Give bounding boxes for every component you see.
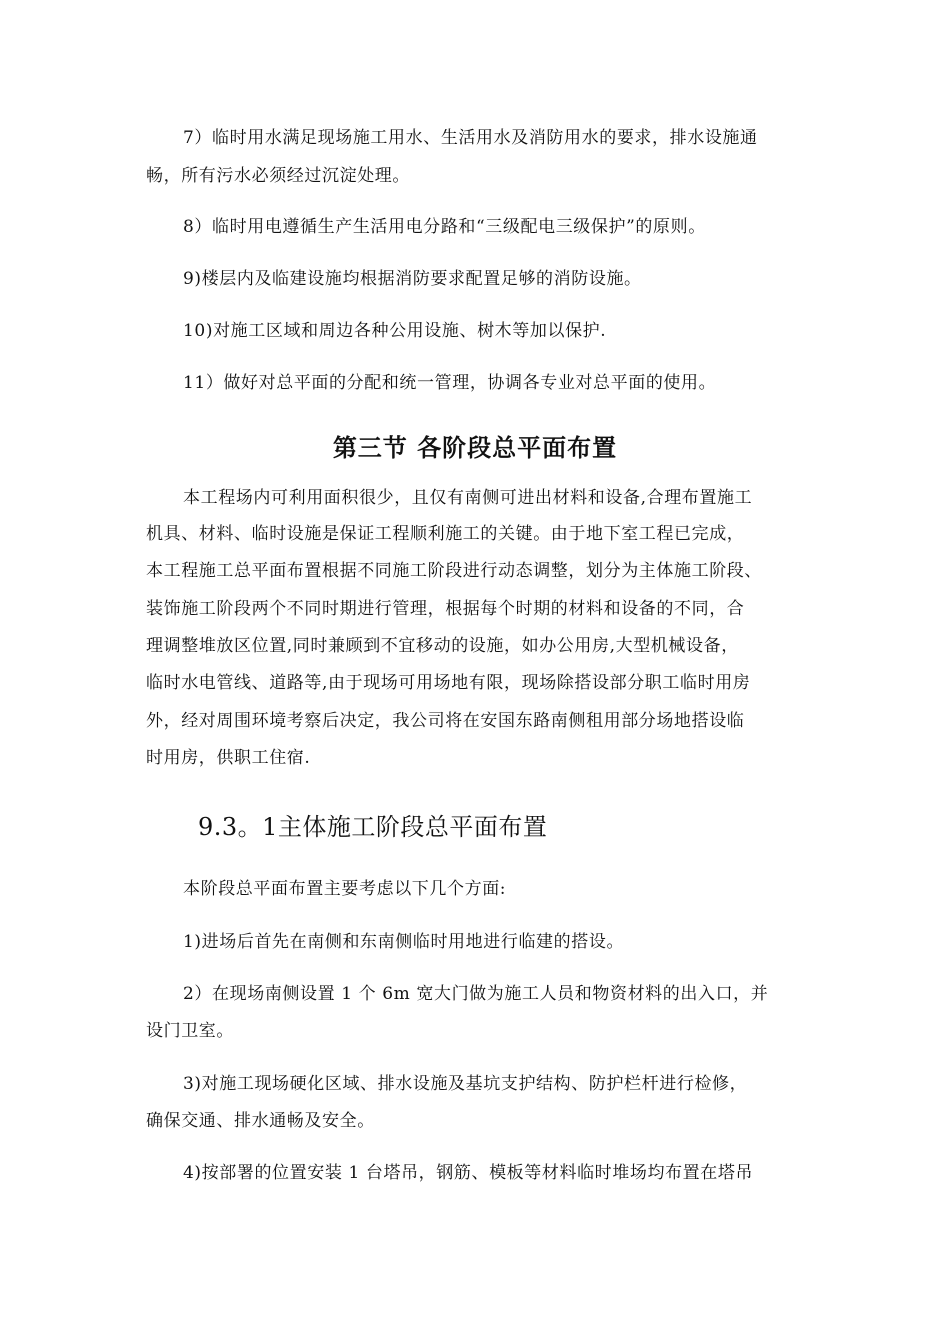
item-8: 8）临时用电遵循生产生活用电分路和“三级配电三级保护”的原则。 xyxy=(183,217,706,237)
section-title: 第三节 各阶段总平面布置 xyxy=(332,434,618,462)
section-paragraph-line-1: 本工程场内可利用面积很少，且仅有南侧可进出材料和设备,合理布置施工 xyxy=(183,488,753,508)
section-paragraph-line-6: 临时水电管线、道路等,由于现场可用场地有限，现场除搭设部分职工临时用房 xyxy=(146,673,751,693)
item-11: 11）做好对总平面的分配和统一管理，协调各专业对总平面的使用。 xyxy=(183,373,717,393)
sub-item-3-line-1: 3)对施工现场硬化区域、排水设施及基坑支护结构、防护栏杆进行检修， xyxy=(183,1074,748,1094)
section-paragraph-line-8: 时用房，供职工住宿. xyxy=(146,748,311,768)
sub-item-1: 1)进场后首先在南侧和东南侧临时用地进行临建的搭设。 xyxy=(183,932,625,952)
section-paragraph-line-4: 装饰施工阶段两个不同时期进行管理，根据每个时期的材料和设备的不同，合 xyxy=(146,599,745,619)
section-paragraph-line-7: 外，经对周围环境考察后决定，我公司将在安国东路南侧租用部分场地搭设临 xyxy=(146,711,745,731)
item-7-line-1: 7）临时用水满足现场施工用水、生活用水及消防用水的要求，排水设施通 xyxy=(183,128,758,148)
section-paragraph-line-3: 本工程施工总平面布置根据不同施工阶段进行动态调整，划分为主体施工阶段、 xyxy=(146,561,762,581)
item-7-line-2: 畅，所有污水必须经过沉淀处理。 xyxy=(146,166,410,186)
item-9: 9)楼层内及临建设施均根据消防要求配置足够的消防设施。 xyxy=(183,269,642,289)
sub-item-3-line-2: 确保交通、排水通畅及安全。 xyxy=(146,1111,375,1131)
sub-item-2-line-1: 2）在现场南侧设置 1 个 6m 宽大门做为施工人员和物资材料的出入口，并 xyxy=(183,984,769,1004)
section-paragraph-line-2: 机具、材料、临时设施是保证工程顺利施工的关键。由于地下室工程已完成， xyxy=(146,524,745,544)
sub-item-2-line-2: 设门卫室。 xyxy=(146,1021,234,1041)
subsection-title: 9.3。1主体施工阶段总平面布置 xyxy=(198,813,548,841)
subsection-intro: 本阶段总平面布置主要考虑以下几个方面: xyxy=(183,879,507,899)
item-10: 10)对施工区域和周边各种公用设施、树木等加以保护. xyxy=(183,321,607,341)
section-paragraph-line-5: 理调整堆放区位置,同时兼顾到不宜移动的设施，如办公用房,大型机械设备， xyxy=(146,636,739,656)
sub-item-4-line-1: 4)按部署的位置安装 1 台塔吊，钢筋、模板等材料临时堆场均布置在塔吊 xyxy=(183,1163,754,1183)
